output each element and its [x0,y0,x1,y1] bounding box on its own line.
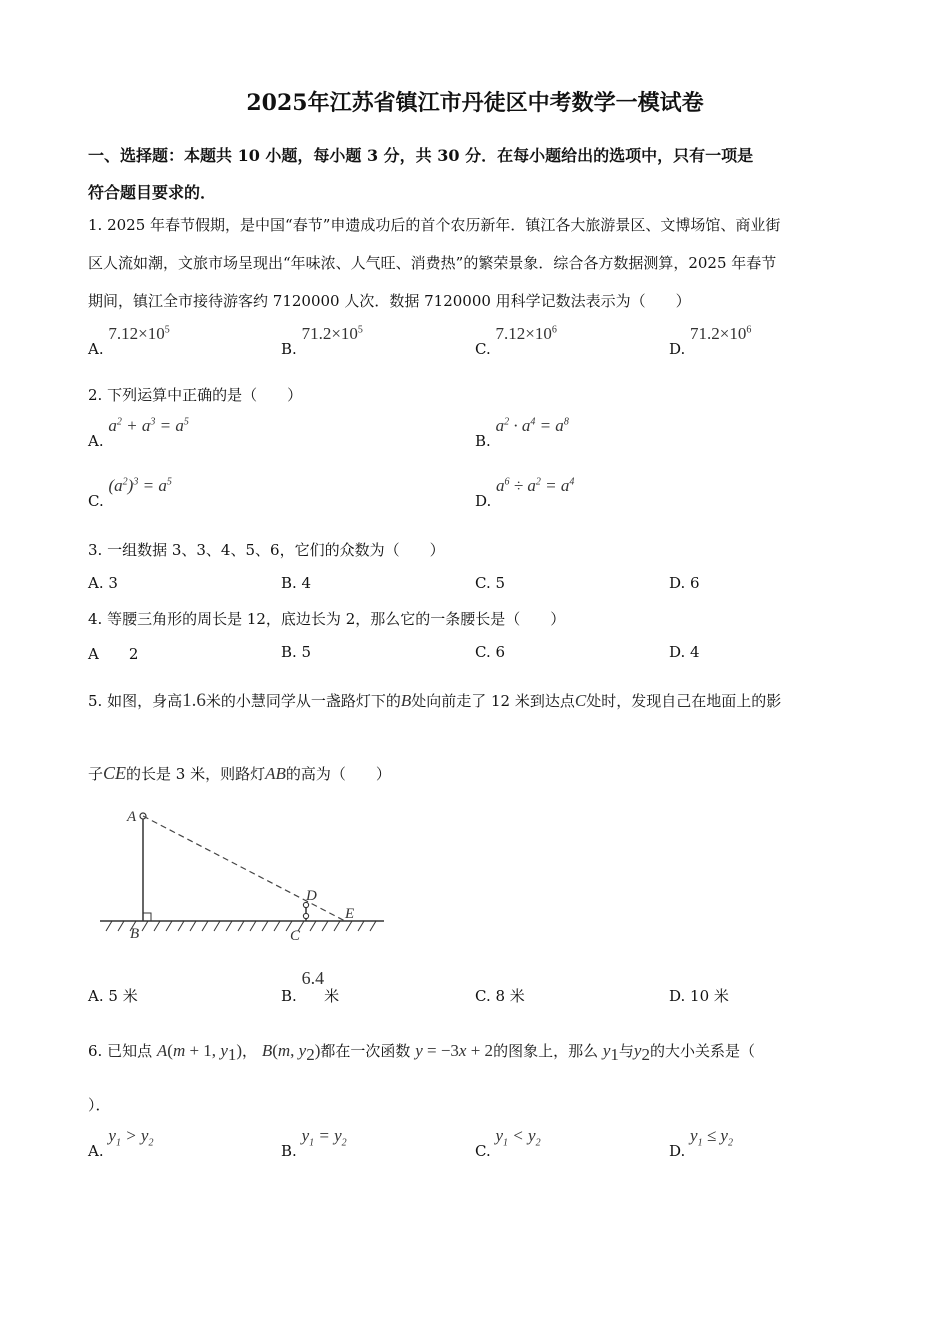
q2-stem: 2. 下列运算中正确的是（ ） [88,386,303,404]
q3-option-c[interactable]: C. 5 [475,574,506,592]
q5-option-d[interactable]: D. 10 米 [669,987,729,1005]
ground-hatching [106,921,376,931]
street-light-figure [98,803,388,943]
q2-option-c[interactable]: C. $(a^2)^3 = a^5$ [88,476,172,510]
label-b: B [130,926,140,942]
q5-option-b[interactable]: B. 6.4米 [281,968,340,1005]
light-ray-dashed [143,816,345,921]
q1-option-b[interactable]: B. $71.2\times 10^5$ [281,324,363,358]
q1-option-d[interactable]: D. $71.2\times 10^6$ [669,324,752,358]
q1-line2: 区人流如潮，文旅市场呈现出“年味浓、人气旺、消费热”的繁荣景象．综合各方数据测算，2025 年春节 [88,254,777,272]
q6-line2: ）． [88,1096,111,1114]
q5-option-c[interactable]: C. 8 米 [475,987,525,1005]
q3-option-d[interactable]: D. 6 [669,574,700,592]
q5-line2: 子CE的长是 3 米，则路灯AB的高为（ ） [88,763,391,783]
q4-option-d[interactable]: D. 4 [669,643,700,661]
label-d: D [306,888,317,904]
q3-option-a[interactable]: A. 3 [88,574,118,592]
label-a: A [127,809,137,825]
q6-option-b[interactable]: B. $y_1 = y_2$ [281,1126,347,1160]
q3-stem: 3. 一组数据 3、3、4、5、6，它们的众数为（ ） [88,541,445,559]
q4-stem: 4. 等腰三角形的周长是 12，底边长为 2，那么它的一条腰长是（ ） [88,610,566,628]
section-heading-line2: 符合题目要求的． [88,183,217,202]
q4-option-a[interactable]: A 2 [88,645,139,663]
q2-option-b[interactable]: B. $a^2 \cdot a^4 = a^8$ [475,416,569,450]
q2-option-a[interactable]: A. $a^2 + a^3 = a^5$ [88,416,189,450]
right-angle-mark [143,913,151,921]
label-e: E [345,906,355,922]
q6-option-d[interactable]: D. $y_1 \le y_2$ [669,1126,733,1160]
q4-option-c[interactable]: C. 6 [475,643,506,661]
q5-line1: 5. 如图，身高1.6米的小慧同学从一盏路灯下的B处向前走了 12 米到达点C处时，发现自己在地面上的影 [88,690,782,711]
q1-line1: 1. 2025 年春节假期，是中国“春节”申遗成功后的首个农历新年．镇江各大旅游景区、文博场馆、商业街 [88,216,781,234]
q6-line1: 6. 已知点 A(m + 1, $y_1$)， B(m, $y_2$)都在一次函数 y = −3x + 2的图象上，那么 $y_1$与$y_2$的大小关系是（ [88,1041,755,1064]
label-c: C [290,928,301,943]
q1-line3: 期间，镇江全市接待游客约 7120000 人次．数据 7120000 用科学记数法表示为（ ） [88,292,691,310]
q3-option-b[interactable]: B. 4 [281,574,312,592]
q1-option-a[interactable]: A. $7.12\times 10^5$ [88,324,170,358]
q2-option-d[interactable]: D. $a^6 \div a^2 = a^4$ [475,476,575,510]
q4-option-b[interactable]: B. 5 [281,643,312,661]
q1-option-c[interactable]: C. $7.12\times 10^6$ [475,324,557,358]
q6-option-a[interactable]: A. $y_1 > y_2$ [88,1126,154,1160]
q6-option-c[interactable]: C. $y_1 < y_2$ [475,1126,541,1160]
page-title: 2025年江苏省镇江市丹徒区中考数学一模试卷 [246,90,704,116]
person-point-c [303,913,308,918]
section-heading-line1: 一、选择题：本题共 10 小题，每小题 3 分，共 30 分．在每小题给出的选项中，只有一项是 [88,146,754,165]
q5-option-a[interactable]: A. 5 米 [88,987,138,1005]
